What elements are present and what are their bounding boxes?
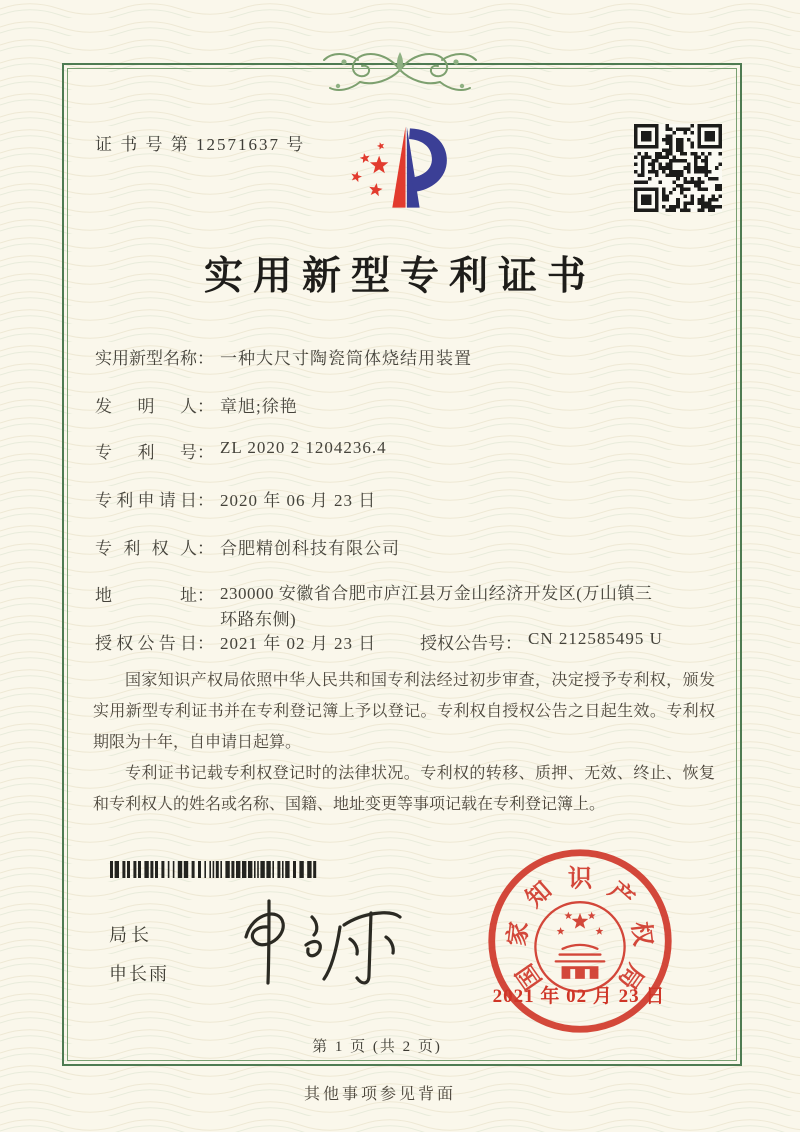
field-row-patent-no: 专利号： ZL 2020 2 1204236.4 xyxy=(95,438,387,462)
svg-text:识: 识 xyxy=(567,865,593,893)
svg-text:产: 产 xyxy=(603,876,640,913)
official-seal xyxy=(483,844,677,1038)
field-value: ZL 2020 2 1204236.4 xyxy=(220,438,387,457)
field-label: 实用新型名称 xyxy=(95,349,197,368)
field-value: 章旭;徐艳 xyxy=(220,397,298,416)
svg-text:局: 局 xyxy=(612,958,649,995)
qr-code xyxy=(634,124,722,212)
field-value: 2020 年 06 月 23 日 xyxy=(220,491,377,510)
field-value: 合肥精创科技有限公司 xyxy=(220,539,400,558)
page-number: 第 1 页 (共 2 页) xyxy=(312,1039,442,1055)
certificate-number: 证 书 号 第 12571637 号 xyxy=(95,135,306,154)
cnipa-logo-icon xyxy=(336,112,468,224)
svg-text:知: 知 xyxy=(520,876,557,913)
field-row-patentee: 专利权人： 合肥精创科技有限公司 xyxy=(95,534,400,559)
field-value: CN 212585495 U xyxy=(528,629,663,648)
field-label: 专利权人 xyxy=(95,539,197,558)
field-row-address: 地址： 230000 安徽省合肥市庐江县万金山经济开发区(万山镇三环路东侧) xyxy=(95,581,668,633)
barcode xyxy=(110,861,318,878)
field-row-inventor: 发明人： 章旭;徐艳 xyxy=(95,392,298,417)
field-value: 一种大尺寸陶瓷筒体烧结用装置 xyxy=(220,349,472,368)
certificate-title: 实用新型专利证书 xyxy=(203,255,596,298)
logo-stars xyxy=(351,142,388,196)
signature-handwriting xyxy=(228,893,413,993)
field-row-grant-date: 授权公告日： 2021 年 02 月 23 日 授权公告号： CN 212585495 U xyxy=(95,629,663,653)
ornament-flourish-icon xyxy=(310,40,490,98)
svg-text:权: 权 xyxy=(626,920,657,948)
field-label: 地址 xyxy=(95,586,197,605)
seal-emblem-icon xyxy=(535,902,624,991)
field-label: 发明人 xyxy=(95,397,197,416)
field-label: 专利号 xyxy=(95,443,197,462)
signer-block xyxy=(109,921,169,986)
legal-text xyxy=(93,665,715,820)
field-row-name: 实用新型名称： 一种大尺寸陶瓷筒体烧结用装置 xyxy=(95,344,472,369)
field-label: 授权公告号 xyxy=(420,634,505,653)
signer-title: 局长 xyxy=(109,925,153,945)
field-label: 专利申请日 xyxy=(95,491,197,510)
back-side-note: 其他事项参见背面 xyxy=(303,1086,456,1103)
field-value: 230000 安徽省合肥市庐江县万金山经济开发区(万山镇三环路东侧) xyxy=(220,584,653,629)
legal-paragraph-2: 专利证书记载专利权登记时的法律状况。专利权的转移、质押、无效、终止、恢复和专利权人的姓名或名称、国籍、地址变更等事项记载在专利登记簿上。 xyxy=(93,765,715,813)
svg-text:国: 国 xyxy=(511,958,548,995)
field-row-filing-date: 专利申请日： 2020 年 06 月 23 日 xyxy=(95,486,376,511)
legal-paragraph-1: 国家知识产权局依照中华人民共和国专利法经过初步审查，决定授予专利权，颁发实用新型专利证书并在专利登记簿上予以登记。专利权自授权公告之日起生效。专利权期限为十年，自申请日起算。 xyxy=(93,672,715,751)
field-label: 授权公告日 xyxy=(95,634,197,653)
signer-name: 申长雨 xyxy=(109,964,169,984)
seal-date: 2021 年 02 月 23 日 xyxy=(492,986,666,1007)
field-value: 2021 年 02 月 23 日 xyxy=(220,634,377,653)
svg-text:家: 家 xyxy=(503,920,534,948)
field-grant-number: 授权公告号： CN 212585495 U xyxy=(420,629,663,653)
